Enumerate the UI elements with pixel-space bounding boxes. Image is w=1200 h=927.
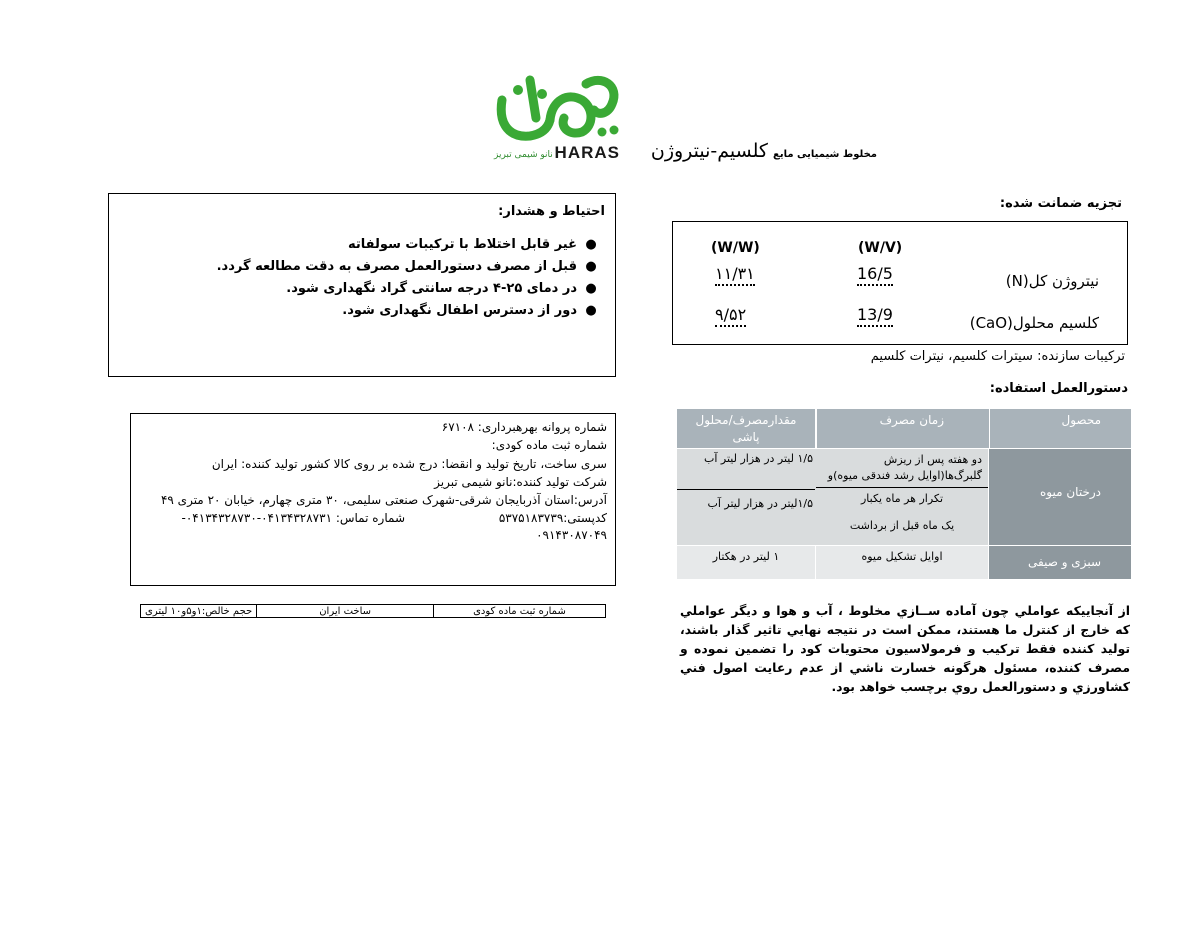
list-item: ●غیر قابل اختلاط با ترکیبات سولفاته: [217, 234, 605, 256]
postal-code: کدپستی:۵۳۷۵۱۸۳۷۳۹: [498, 511, 607, 525]
usage-table: [677, 409, 1131, 579]
bullet-icon: ●: [585, 281, 597, 296]
analysis-box: [672, 221, 1128, 345]
vegetables-amount-cell: ۱ لیتر در هکتار: [677, 546, 815, 579]
logo-brand-text: HARAS: [554, 143, 620, 162]
logo-company-text: نانو شیمی تبریز: [494, 150, 553, 160]
disclaimer-text: از آنجاییکه عواملي چون آماده ســازي مخلوط ، آب و هوا و دیگر عواملي كه خارج از كنترل ما هستند، ممكن است در نتیجه نهایي تاثیر گذار باشند، تولید كننده فقط تركیب و فرمولاسیون محتویات كود را تضمین نموده و مصرف كننده، مسئول هرگونه خسارت ناشي از عدم رعایت اصول فني كشاورزي و دستورالعمل روي برچسب خواهد بود.: [680, 603, 1130, 694]
haras-logo: [490, 70, 626, 170]
address: آدرس:استان آذربایجان شرقی-شهرک صنعتی سلیمی، ۳۰ متری چهارم، خیابان ۲۰ متری ۴۹: [160, 493, 607, 507]
bullet-icon: ●: [585, 237, 597, 252]
list-item: ●دور از دسترس اطفال نگهداری شود.: [217, 300, 605, 322]
logo-emblem-icon: [490, 70, 626, 150]
registration-cell: شماره ثبت ماده کودی: [433, 605, 605, 618]
net-volume-cell: حجم خالص:۱و۵و۱۰ لیتری: [141, 605, 257, 618]
usage-time-3: یک ماه قبل از برداشت: [849, 519, 955, 532]
usage-time-1: دو هفته پس از ریزش گلبرگ‌ها(اوایل رشد فندقی میوه)و: [827, 453, 982, 482]
nitrogen-wv: 16/5: [857, 264, 893, 286]
list-item: ●قبل از مصرف دستورالعمل مصرف به دقت مطالعه گردد.: [217, 256, 605, 278]
header-amount: مقدارمصرف/محلول پاشی: [677, 409, 815, 448]
manufacturer: شرکت تولید کننده:نانو شیمی تبریز: [434, 475, 607, 489]
nitrogen-ww: ۱۱/۳۱: [715, 264, 755, 286]
vegetables-time-cell: اوایل تشکیل میوه: [816, 546, 989, 579]
usage-amount-1: ۱/۵ لیتر در هزار لیتر آب: [704, 452, 813, 465]
registration-table: [140, 604, 606, 618]
header-product: محصول: [989, 409, 1131, 448]
calcium-wv: 13/9: [857, 305, 893, 327]
product-fruit-trees: درختان میوه: [989, 449, 1131, 545]
warning-list: [217, 234, 605, 322]
usage-amount-2: ۱/۵لیتر در هزار لیتر آب: [707, 497, 813, 510]
product-title: [650, 140, 877, 162]
warning-title: احتیاط و هشدار:: [498, 204, 605, 219]
calcium-label: کلسیم محلول(CaO): [969, 314, 1099, 332]
mobile-number: ۰۹۱۴۳۰۸۷۰۴۹: [536, 528, 607, 542]
usage-time-2: تکرار هر ماه یکبار: [860, 492, 944, 505]
calcium-ww: ۹/۵۲: [715, 305, 746, 327]
usage-title: دستورالعمل استفاده:: [989, 381, 1128, 396]
header-time: زمان مصرف: [816, 409, 990, 448]
batch-info: سری ساخت، تاریخ تولید و انقضا: درج شده بر روی کالا کشور تولید کننده: ایران: [211, 457, 607, 471]
registration-number: شماره ثبت ماده کودی:: [491, 438, 607, 452]
row-divider: [677, 489, 815, 490]
phone-numbers: شماره تماس: ۰۴۱۳۴۳۲۸۷۳۱-۰۴۱۳۴۳۲۸۷۳۰-: [181, 511, 405, 525]
analysis-title: تجزیه ضمانت شده:: [999, 196, 1122, 211]
col-header-ww: (W/W): [711, 240, 760, 256]
list-item: ●در دمای ۲۵-۴ درجه سانتی گراد نگهداری شود.: [217, 278, 605, 300]
row-divider: [816, 487, 988, 488]
col-header-wv: (W/V): [858, 240, 903, 256]
producer-info-box: [130, 413, 616, 586]
bullet-icon: ●: [585, 259, 597, 274]
warning-box: [108, 193, 616, 377]
made-in-cell: ساخت ایران: [257, 605, 434, 618]
product-name: کلسیم-نیتروژن: [650, 140, 768, 162]
product-vegetables: سبزی و صیفی: [989, 546, 1131, 579]
nitrogen-label: نیتروژن کل(N): [1005, 272, 1099, 290]
license-number: شماره پروانه بهرهبرداری: ۶۷۱۰۸: [441, 420, 607, 434]
bullet-icon: ●: [585, 303, 597, 318]
ingredients: ترکیبات سازنده: سیترات کلسیم، نیترات کلسیم: [870, 349, 1125, 364]
product-subtitle: مخلوط شیمیایی مایع: [773, 149, 877, 160]
